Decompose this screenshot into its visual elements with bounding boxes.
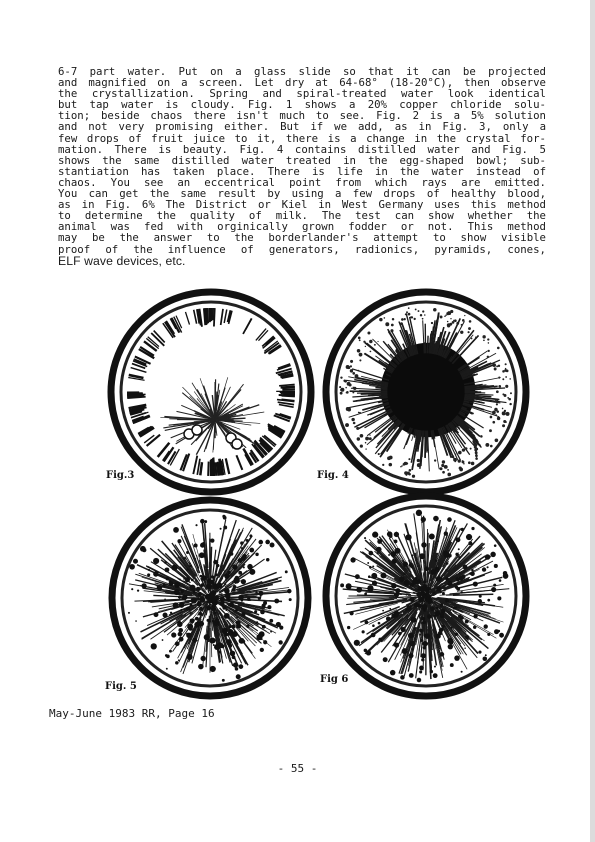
- figure-5-crystallization-image: [100, 492, 322, 704]
- text-line: few drops of fruit juice to it, there is a change in the crystal for-: [58, 131, 546, 145]
- source-citation: May-June 1983 RR, Page 16: [49, 707, 215, 720]
- article-text: [58, 66, 546, 268]
- text-line: but tap water is cloudy. Fig. 1 shows a 20% copper chloride solu-: [58, 98, 546, 112]
- page-number: - 55 -: [277, 762, 318, 775]
- text-line: stantiation has taken place. There is life in the water instead of: [58, 164, 546, 178]
- figure-4-label: Fig. 4: [317, 470, 349, 481]
- text-line: animal was fed with orginically grown fodder or not. This method: [58, 220, 546, 234]
- figure-5-label: Fig. 5: [105, 681, 137, 692]
- text-line: may be the answer to the borderlander's attempt to show visible: [58, 231, 546, 245]
- text-line: as in Fig. 6% The District or Kiel in West Germany uses this method: [58, 198, 546, 212]
- text-line: mation. There is beauty. Fig. 4 contains distilled water and Fig. 5: [58, 142, 546, 156]
- figure-4-crystallization-image: [314, 288, 536, 500]
- text-line: 6-7 part water. Put on a glass slide so that it can be projected: [58, 65, 546, 78]
- text-line: and magnified on a screen. Let dry at 64-68° (18-20°C), then observe: [58, 76, 546, 90]
- text-line: chaos. You see an eccentrical point from which rays are emitted.: [58, 175, 546, 189]
- text-line: proof of the influence of generators, radionics, pyramids, cones,: [58, 242, 546, 256]
- text-line: ELF wave devices, etc.: [58, 253, 186, 268]
- figure-3-crystallization-image: [100, 288, 322, 500]
- text-line: tion; beside chaos there isn't much to see. Fig. 2 is a 5% solution: [58, 109, 546, 123]
- figure-6-crystallization-image: [314, 492, 536, 704]
- text-line: and not very promising either. But if we add, as in Fig. 3, only a: [58, 120, 546, 134]
- page-edge: [590, 0, 595, 842]
- text-line: shows the same distilled water treated in the egg-shaped bowl; sub-: [58, 153, 546, 167]
- text-line: the crystallization. Spring and spiral-treated water look identical: [58, 87, 546, 101]
- figure-3-label: Fig.3: [106, 470, 135, 481]
- text-line: to determine the quality of milk. The test can show whether the: [58, 209, 546, 223]
- text-line: You can get the same result by using a few drops of healthy blood,: [58, 187, 546, 201]
- figure-6-label: Fig 6: [320, 674, 349, 685]
